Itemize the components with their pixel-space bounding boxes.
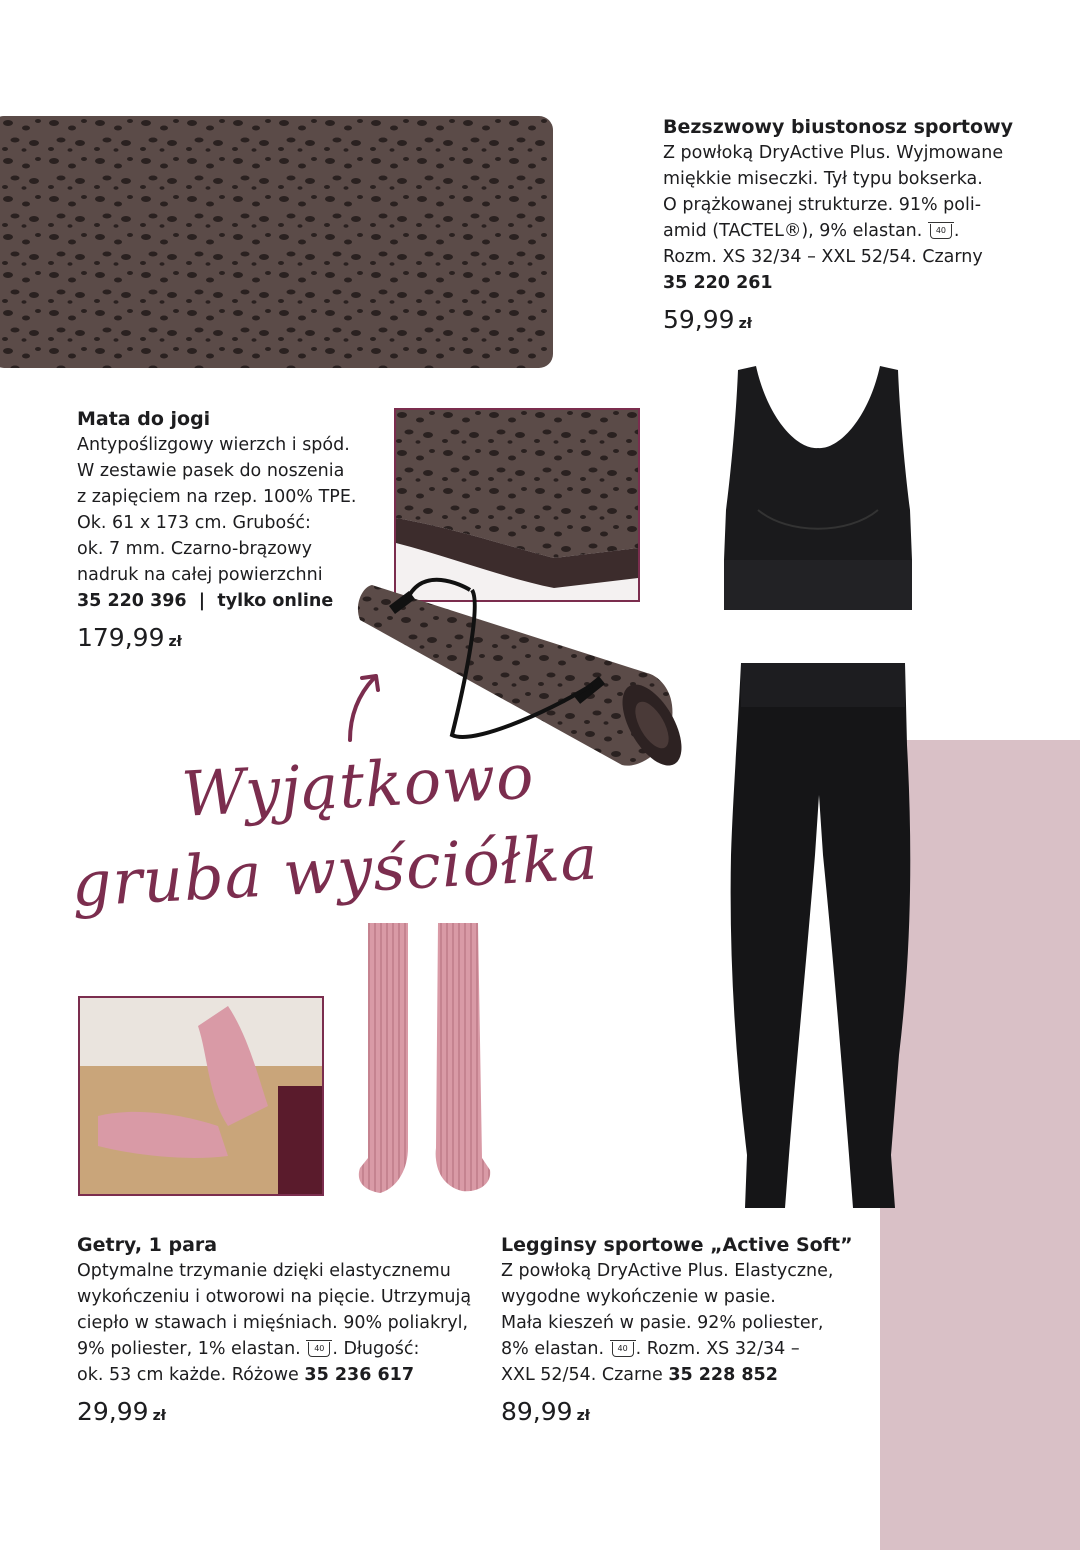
leg-warmers-description [77, 1258, 487, 1388]
leggings-desc-line: XXL 52/54. Czarne 35 228 852 [501, 1365, 778, 1385]
leggings-code: 35 228 852 [668, 1365, 778, 1385]
mat-desc-line: W zestawie pasek do noszenia [77, 461, 345, 481]
leggings-desc-line: Z powłoką DryActive Plus. Elastyczne, [501, 1261, 834, 1281]
yoga-mat-flat-image [0, 116, 553, 368]
mat-price: 179,99 zł [77, 623, 182, 652]
bra-desc-line: amid (TACTEL®), 9% elastan. 40 . [663, 221, 960, 241]
leggings-description [501, 1258, 871, 1388]
wash-40-icon: 40 [308, 1342, 330, 1357]
leggings-price: 89,99 zł [501, 1397, 590, 1426]
bra-desc-line: Rozm. XS 32/34 – XXL 52/54. Czarny [663, 247, 983, 267]
leggings-image [723, 655, 918, 1215]
leg-warmers-product-block [77, 1232, 487, 1432]
bra-desc-line: miękkie miseczki. Tył typu bokserka. [663, 169, 983, 189]
mat-desc-line: nadruk na całej powierzchni [77, 565, 323, 585]
bra-desc-line: Z powłoką DryActive Plus. Wyjmowane [663, 143, 1004, 163]
mat-product-block [77, 406, 397, 658]
sports-bra-image [718, 360, 918, 612]
mat-closeup-image [394, 408, 640, 602]
leg-warmers-lifestyle-image [78, 996, 324, 1196]
leg-warmers-desc-line: 9% poliester, 1% elastan. 40 . Długość: [77, 1339, 420, 1359]
leggings-desc-line: 8% elastan. 40 . Rozm. XS 32/34 – [501, 1339, 800, 1359]
leg-warmers-image [350, 918, 500, 1203]
leggings-title: Legginsy sportowe „Active Soft” [501, 1234, 853, 1256]
bra-desc-line: O prążkowanej strukturze. 91% poli- [663, 195, 982, 215]
mat-desc-line: ok. 7 mm. Czarno-brązowy [77, 539, 312, 559]
mat-title: Mata do jogi [77, 408, 211, 430]
arrow-up-icon [340, 668, 390, 748]
bra-title: Bezszwowy biustonosz sportowy [663, 116, 1014, 138]
bra-product-block [663, 114, 1063, 340]
leggings-desc-line: Mała kieszeń w pasie. 92% poliester, [501, 1313, 824, 1333]
wash-40-icon: 40 [930, 224, 952, 239]
bra-description [663, 140, 1063, 296]
bra-code: 35 220 261 [663, 273, 773, 293]
leg-warmers-desc-line: ok. 53 cm każde. Różowe 35 236 617 [77, 1365, 415, 1385]
bra-price: 59,99 zł [663, 305, 752, 334]
leggings-desc-line: wygodne wykończenie w pasie. [501, 1287, 776, 1307]
leg-warmers-desc-line: wykończeniu i otworowi na pięcie. Utrzymują [77, 1287, 472, 1307]
slogan-line-1: Wyjątkowo [179, 739, 537, 831]
leg-warmers-price: 29,99 zł [77, 1397, 166, 1426]
leggings-product-block [501, 1232, 871, 1432]
slogan-line-2: gruba wyściółka [69, 820, 601, 921]
mat-desc-line: Ok. 61 x 173 cm. Grubość: [77, 513, 311, 533]
mat-desc-line: z zapięciem na rzep. 100% TPE. [77, 487, 357, 507]
mat-desc-line: Antypoślizgowy wierzch i spód. [77, 435, 350, 455]
mat-description [77, 432, 397, 614]
leg-warmers-title: Getry, 1 para [77, 1234, 218, 1256]
leg-warmers-desc-line: Optymalne trzymanie dzięki elastycznemu [77, 1261, 451, 1281]
leg-warmers-desc-line: ciepło w stawach i mięśniach. 90% poliakryl, [77, 1313, 469, 1333]
leg-warmers-code: 35 236 617 [304, 1365, 415, 1385]
mat-code: 35 220 396 | tylko online [77, 591, 334, 611]
wash-40-icon: 40 [612, 1342, 634, 1357]
